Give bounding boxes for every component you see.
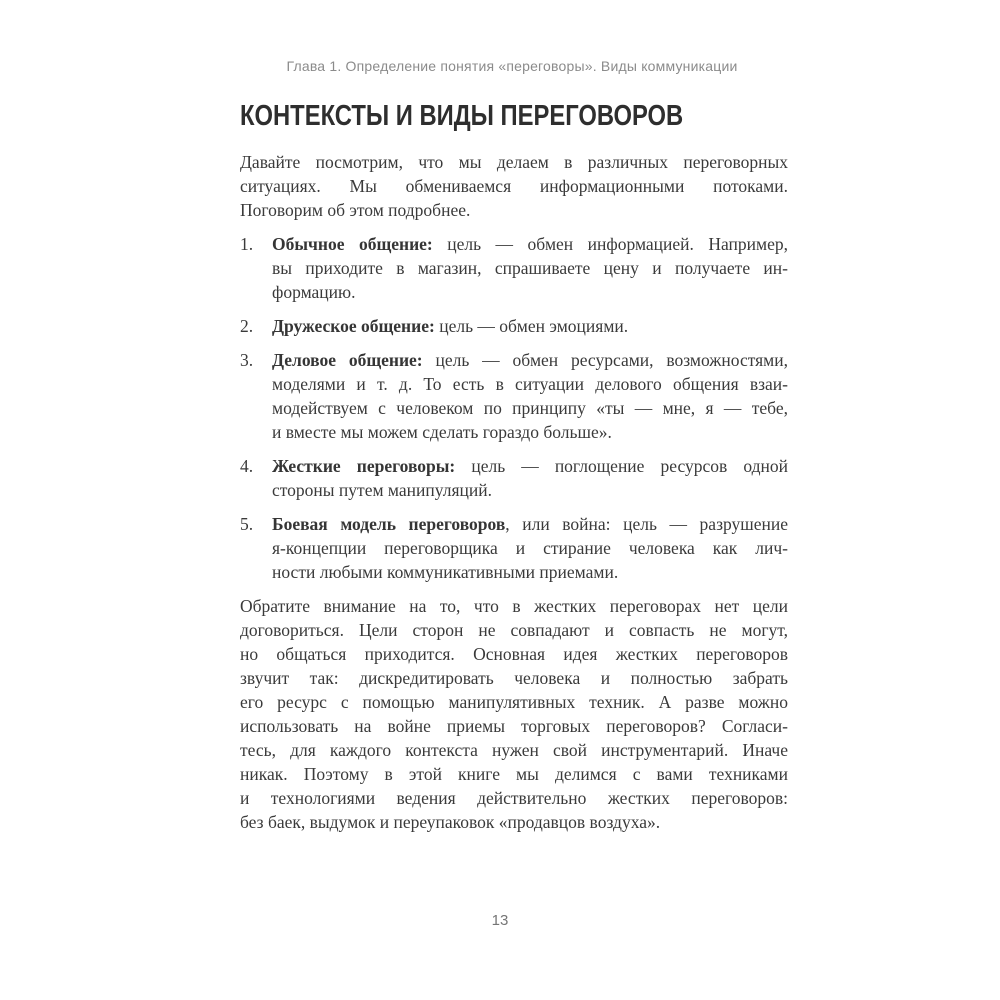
list-item [240, 232, 788, 304]
list-item-text [272, 348, 788, 444]
text-line: никак. Поэтому в этой книге мы делимся с вами техниками [240, 764, 788, 784]
intro-paragraph [240, 150, 788, 222]
text-line: модействуем с человеком по принципу «ты — мне, я — тебе, [272, 398, 788, 418]
text-line: но общаться приходится. Основная идея жестких переговоров [240, 644, 788, 664]
text-line: его ресурс с помощью манипулятивных техник. А разве можно [240, 692, 788, 712]
text-line: Дружеское общение: цель — обмен эмоциями. [272, 316, 629, 336]
text-line: и технологиями ведения действительно жестких переговоров: [240, 788, 788, 808]
page-number: 13 [491, 912, 509, 929]
list-item-number: 1. [240, 234, 254, 254]
text-line: я-концепции переговорщика и стирание человека как лич- [272, 538, 788, 558]
list-item-text [272, 232, 788, 304]
list-item-text [272, 314, 788, 338]
text-line: Жесткие переговоры: цель — поглощение ресурсов одной [272, 456, 788, 476]
page-content [240, 100, 788, 834]
text-line: Деловое общение: цель — обмен ресурсами, возможностями, [272, 350, 788, 370]
list-item [240, 454, 788, 502]
text-line: и вместе мы можем сделать гораздо больше». [272, 422, 612, 442]
text-line: ситуациях. Мы обмениваемся информационными потоками. [240, 176, 788, 196]
list-item [240, 314, 788, 338]
text-line: Обратите внимание на то, что в жестких переговорах нет цели [240, 596, 788, 616]
list-item [240, 348, 788, 444]
text-line: Поговорим об этом подробнее. [240, 200, 471, 220]
text-line: Обычное общение: цель — обмен информацией. Например, [272, 234, 788, 254]
text-line: формацию. [272, 282, 356, 302]
text-line: вы приходите в магазин, спрашиваете цену и получаете ин- [272, 258, 788, 278]
closing-paragraph [240, 594, 788, 834]
list-item-number: 3. [240, 350, 254, 370]
list-item-number: 5. [240, 514, 254, 534]
text-line: без баек, выдумок и переупаковок «продавцов воздуха». [240, 812, 661, 832]
text-line: договориться. Цели сторон не совпадают и совпасть не могут, [240, 620, 788, 640]
running-header: Глава 1. Определение понятия «переговоры». Виды коммуникации [286, 58, 738, 74]
text-line: ности любыми коммуникативными приемами. [272, 562, 619, 582]
list-item-text [272, 512, 788, 584]
text-line: звучит так: дискредитировать человека и полностью забрать [240, 668, 788, 688]
list-item [240, 512, 788, 584]
text-line: Боевая модель переговоров, или война: цель — разрушение [272, 514, 788, 534]
list-item-text [272, 454, 788, 502]
numbered-list [240, 232, 788, 584]
list-item-number: 2. [240, 316, 254, 336]
text-line: использовать на войне приемы торговых переговоров? Согласи- [240, 716, 788, 736]
page-title: КОНТЕКСТЫ И ВИДЫ ПЕРЕГОВОРОВ [240, 100, 684, 132]
text-line: тесь, для каждого контекста нужен свой инструментарий. Иначе [240, 740, 788, 760]
text-line: моделями и т. д. То есть в ситуации делового общения взаи- [272, 374, 788, 394]
list-item-number: 4. [240, 456, 254, 476]
text-line: Давайте посмотрим, что мы делаем в различных переговорных [240, 152, 788, 172]
text-line: стороны путем манипуляций. [272, 480, 492, 500]
